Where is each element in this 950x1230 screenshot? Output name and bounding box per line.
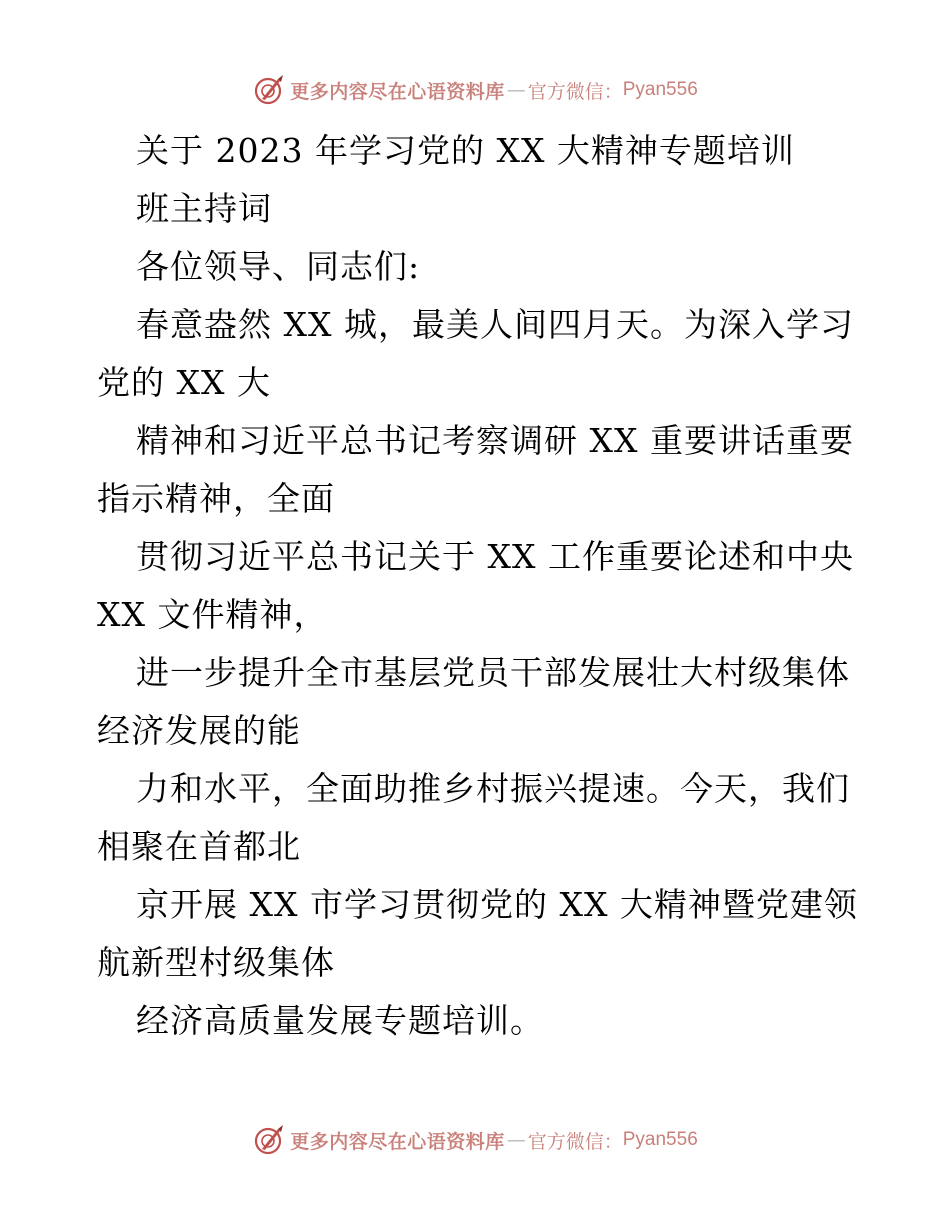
paragraph-line: 春意盎然 XX 城，最美人间四月天。为深入学习 <box>136 305 854 344</box>
quill-logo-icon <box>252 73 286 107</box>
paragraph-line: 经济高质量发展专题培训。 <box>136 1001 544 1040</box>
watermark-main-text: 更多内容尽在心语资料库 <box>290 1130 505 1153</box>
paragraph-line: 航新型村级集体 <box>97 943 335 982</box>
document-title-line-2: 班主持词 <box>136 189 272 228</box>
watermark-dash: — <box>506 1129 526 1151</box>
watermark-footer <box>0 1120 950 1160</box>
greeting: 各位领导、同志们: <box>136 247 421 286</box>
paragraph-line: 党的 XX 大 <box>97 363 271 402</box>
watermark-sub-text: 官方微信： <box>527 80 623 103</box>
paragraph-line: 京开展 XX 市学习贯彻党的 XX 大精神暨党建领 <box>136 885 858 924</box>
paragraph-line: 经济发展的能 <box>97 711 301 750</box>
paragraph-line: 相聚在首都北 <box>97 827 301 866</box>
watermark-main-text: 更多内容尽在心语资料库 <box>290 80 505 103</box>
watermark-sub-text: 官方微信： <box>527 1130 623 1153</box>
paragraph-line: 贯彻习近平总书记关于 XX 工作重要论述和中央 <box>136 537 854 576</box>
watermark-wechat-id: Pyan556 <box>622 1129 698 1150</box>
paragraph-line: XX 文件精神， <box>97 595 328 634</box>
watermark-header <box>0 70 950 110</box>
quill-logo-icon <box>252 1123 286 1157</box>
watermark-wechat-id: Pyan556 <box>622 79 698 100</box>
paragraph-line: 进一步提升全市基层党员干部发展壮大村级集体 <box>136 653 850 692</box>
paragraph-line: 精神和习近平总书记考察调研 XX 重要讲话重要 <box>136 421 854 460</box>
paragraph-line: 力和水平，全面助推乡村振兴提速。今天，我们 <box>136 769 850 808</box>
document-title-line-1: 关于 2023 年学习党的 XX 大精神专题培训 <box>136 131 795 170</box>
watermark-dash: — <box>506 79 526 101</box>
paragraph-line: 指示精神，全面 <box>97 479 335 518</box>
